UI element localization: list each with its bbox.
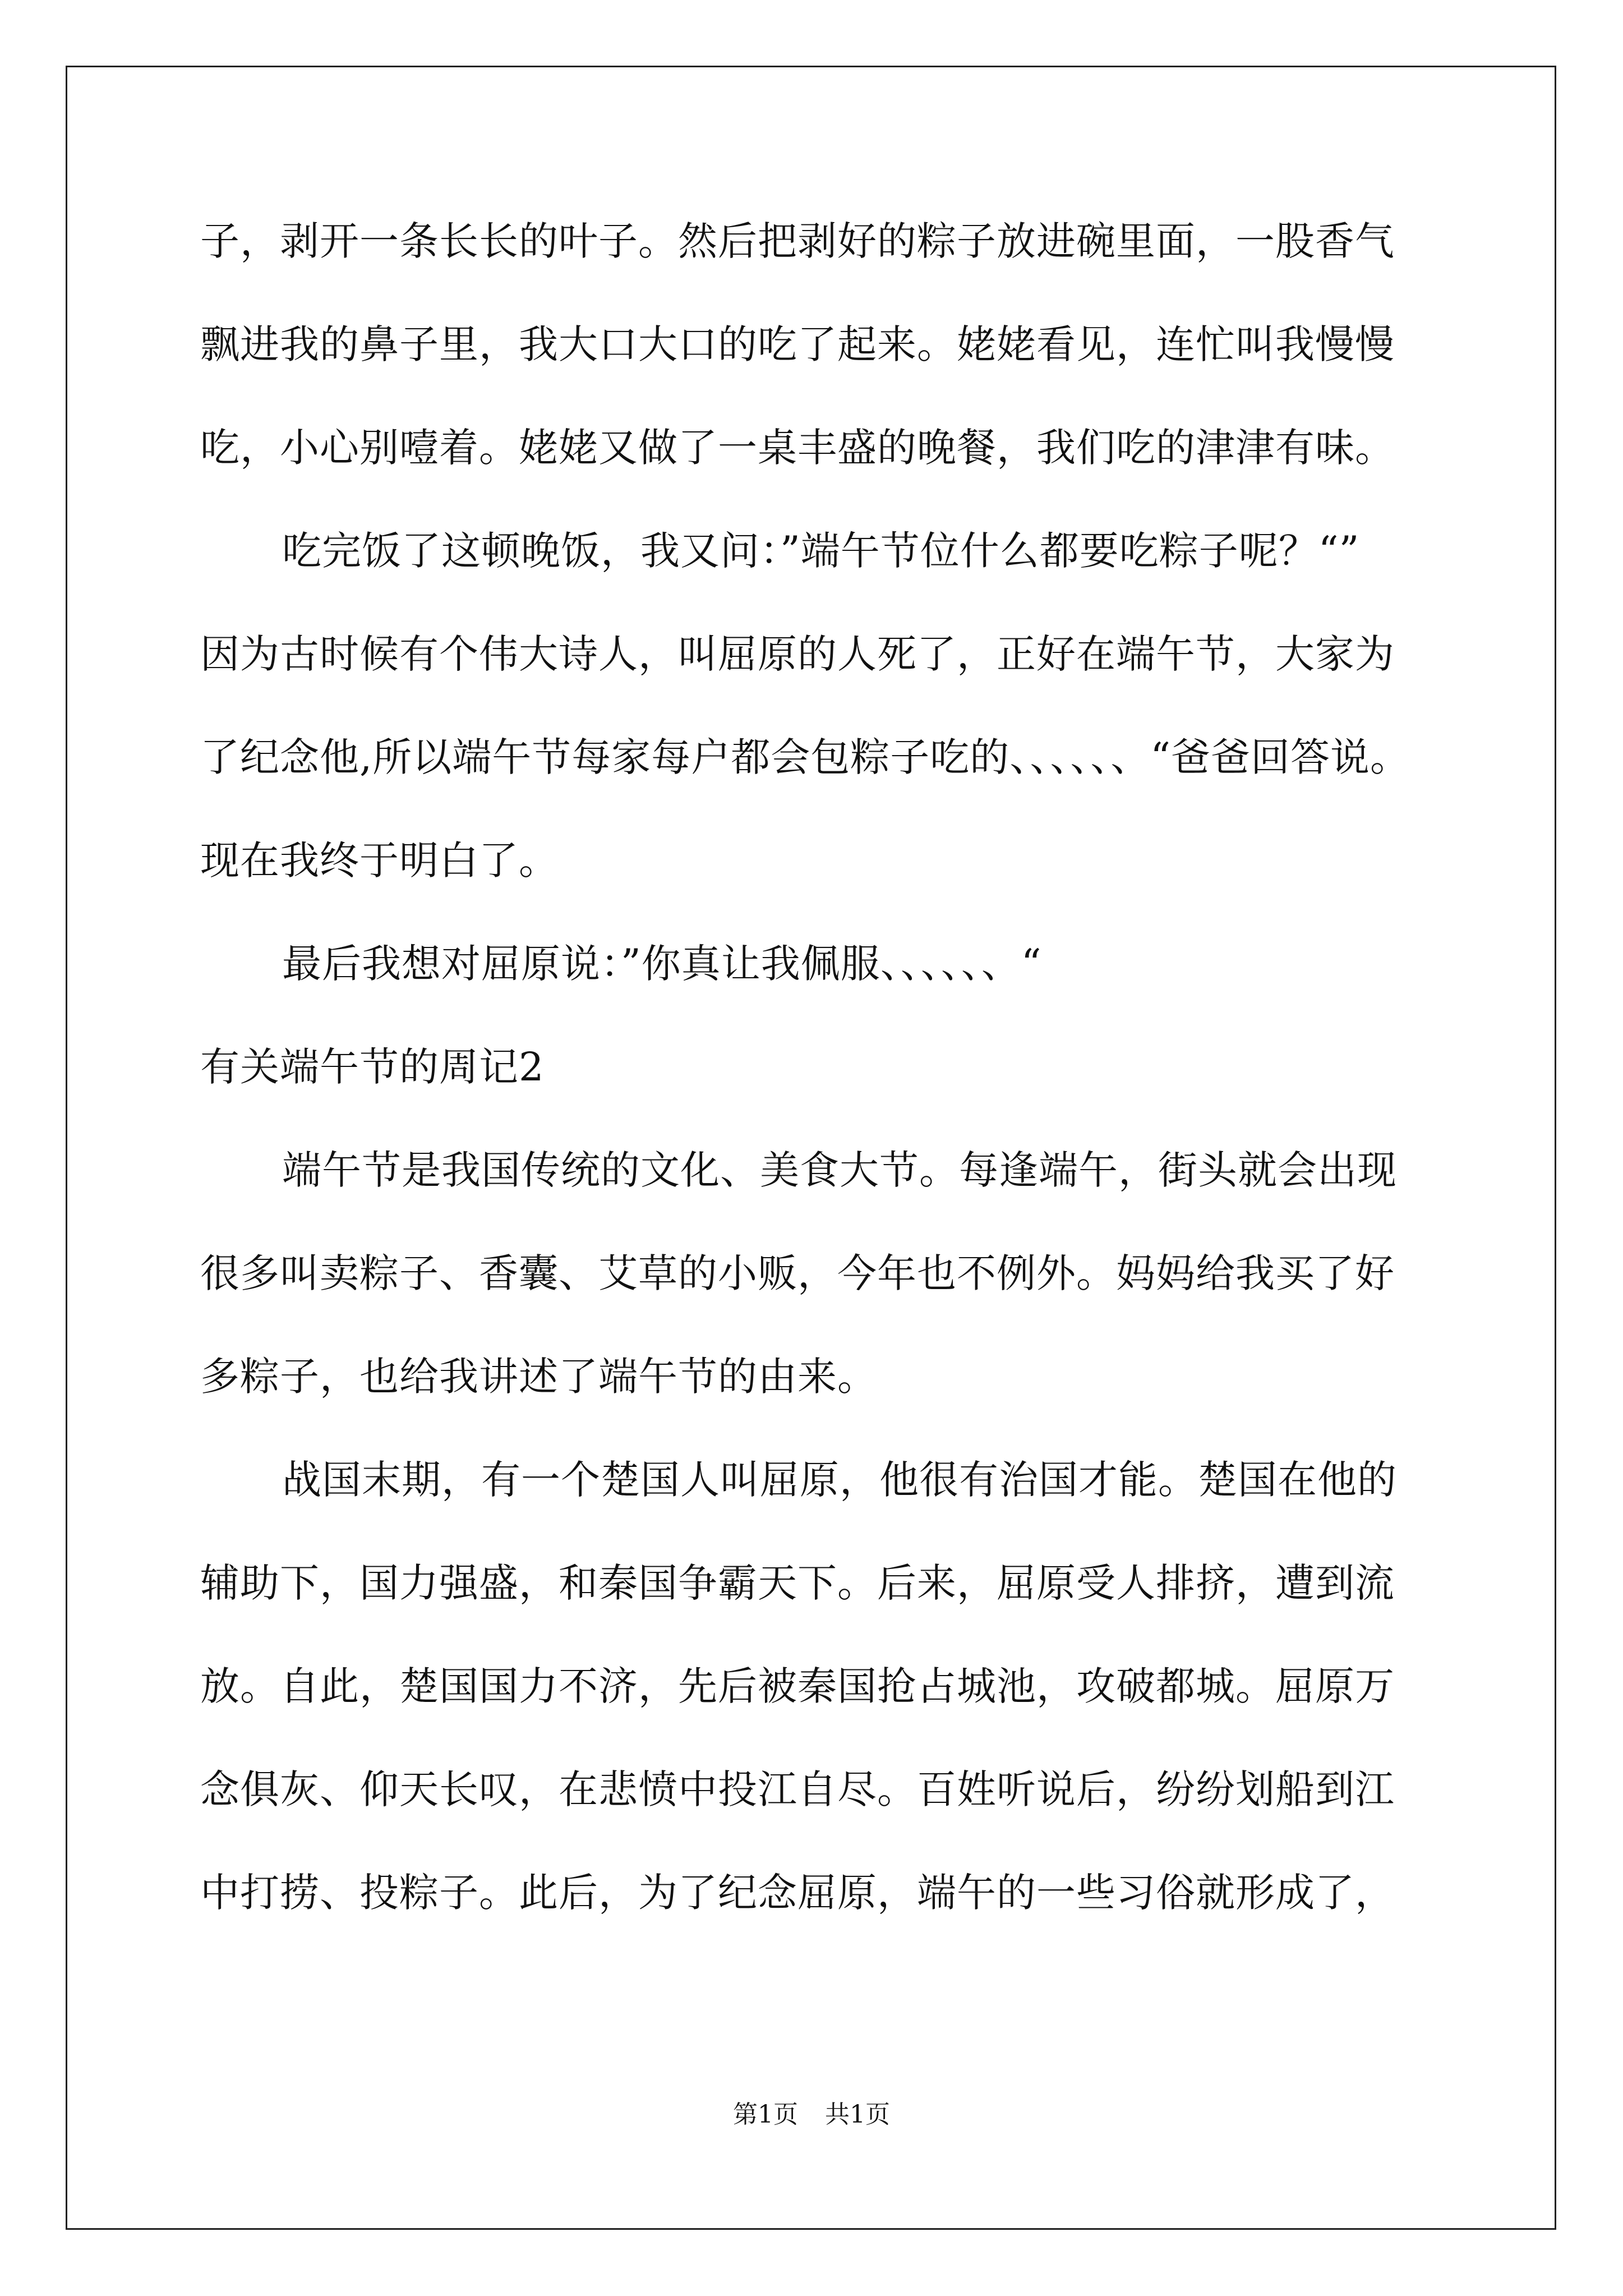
paragraph-line: 辅助下，国力强盛，和秦国争霸天下。后来，屈原受人排挤，遭到流 bbox=[200, 1560, 1395, 1606]
paragraph-line: 因为古时候有个伟大诗人，叫屈原的人死了，正好在端午节，大家为 bbox=[200, 631, 1395, 677]
paragraph-line: 很多叫卖粽子、香囊、艾草的小贩，今年也不例外。妈妈给我买了好 bbox=[200, 1250, 1395, 1296]
paragraph-line: 中打捞、投粽子。此后，为了纪念屈原，端午的一些习俗就形成了， bbox=[200, 1870, 1395, 1916]
page-total: 共1页 bbox=[825, 2100, 890, 2129]
paragraph-line: 子，剥开一条长长的叶子。然后把剥好的粽子放进碗里面，一股香气 bbox=[200, 218, 1395, 264]
page-footer bbox=[0, 2098, 1623, 2132]
paragraph-line: 放。自此，楚国国力不济，先后被秦国抢占城池，攻破都城。屈原万 bbox=[200, 1663, 1395, 1709]
paragraph-line: 端午节是我国传统的文化、美食大节。每逢端午，街头就会出现 bbox=[282, 1147, 1397, 1193]
paragraph-line: 战国末期，有一个楚国人叫屈原，他很有治国才能。楚国在他的 bbox=[282, 1457, 1397, 1503]
paragraph-line: 吃完饭了这顿晚饭，我又问：”端午节位什么都要吃粽子呢？“” bbox=[282, 528, 1360, 574]
page-number: 第1页 bbox=[733, 2100, 798, 2129]
paragraph-line: 多粽子，也给我讲述了端午节的由来。 bbox=[200, 1354, 877, 1400]
paragraph-line: 吃，小心别噎着。姥姥又做了一桌丰盛的晚餐，我们吃的津津有味。 bbox=[200, 425, 1395, 471]
paragraph-line: 飘进我的鼻子里，我大口大口的吃了起来。姥姥看见，连忙叫我慢慢 bbox=[200, 321, 1395, 367]
paragraph-line: 最后我想对屈原说：”你真让我佩服、、、、、、“ bbox=[282, 941, 1042, 987]
paragraph-line: 现在我终于明白了。 bbox=[200, 838, 559, 884]
section-heading: 有关端午节的周记2 bbox=[200, 1044, 545, 1090]
paragraph-line: 了纪念他,所以端午节每家每户都会包粽子吃的、、、、、、“爸爸回答说。 bbox=[200, 734, 1410, 780]
paragraph-line: 念俱灰、仰天长叹，在悲愤中投江自尽。百姓听说后，纷纷划船到江 bbox=[200, 1766, 1395, 1812]
